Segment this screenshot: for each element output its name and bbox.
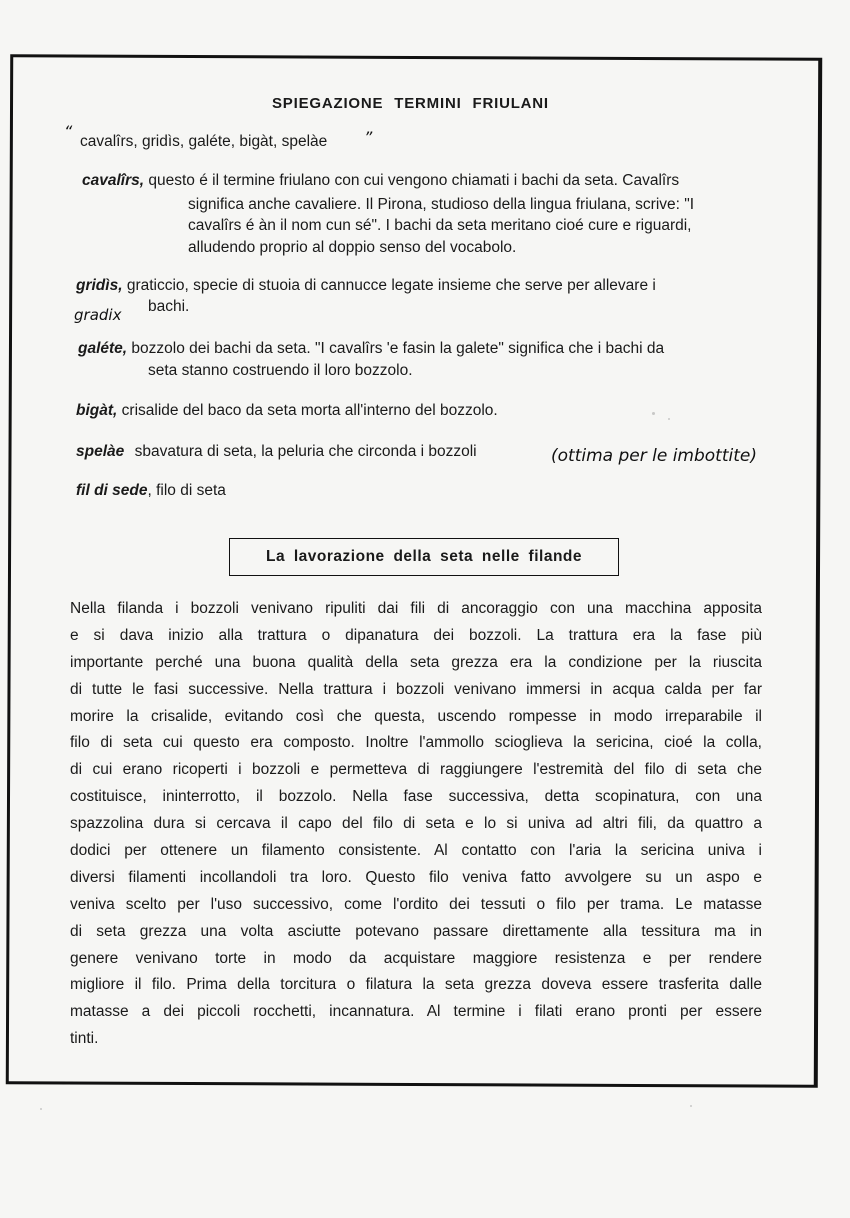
glossary-continuation: cavalîrs é àn il nom cun sé". I bachi da seta meritano cioé cure e riguardi, bbox=[188, 217, 692, 234]
body-line: costituisce, ininterrotto, il bozzolo. Nella fase successiva, detta scopinatura, con una bbox=[70, 788, 762, 806]
body-line: di tutte le fasi successive. Nella trattura i bozzoli venivano immersi in acqua calda per far bbox=[70, 680, 762, 698]
glossary-term: spelàe bbox=[76, 443, 125, 460]
glossary-continuation: seta stanno costruendo il loro bozzolo. bbox=[148, 362, 413, 379]
scan-speck bbox=[40, 1108, 42, 1110]
terms-list: cavalîrs, gridìs, galéte, bigàt, spelàe bbox=[80, 133, 328, 150]
glossary-entry-galete bbox=[78, 340, 664, 358]
body-line: migliore il filo. Prima della torcitura o filatura la seta grezza doveva essere trasferita dalle bbox=[70, 976, 762, 994]
glossary-term: fil di sede bbox=[76, 482, 148, 499]
body-line: filo di seta cui questo era composto. Inoltre l'ammollo scioglieva la sericina, cioé la colla, bbox=[70, 734, 762, 752]
scan-speck bbox=[690, 1105, 692, 1107]
glossary-definition: bozzolo dei bachi da seta. "I cavalîrs 'e fasin la galete" significa che i bachi da bbox=[131, 340, 665, 357]
glossary-definition: questo é il termine friulano con cui vengono chiamati i bachi da seta. Cavalîrs bbox=[148, 172, 680, 189]
body-line: di seta grezza una volta asciutte potevano passare direttamente alla tessitura ma in bbox=[70, 922, 762, 940]
glossary-entry-bigat bbox=[76, 402, 498, 420]
scan-speck bbox=[652, 412, 655, 415]
glossary-continuation: significa anche cavaliere. Il Pirona, studioso della lingua friulana, scrive: "I bbox=[188, 196, 695, 213]
handwritten-note: (ottima per le imbottite) bbox=[551, 446, 757, 466]
glossary-term: cavalîrs, bbox=[82, 172, 145, 189]
glossary-entry-cavalirs bbox=[82, 172, 679, 190]
body-line: Nella filanda i bozzoli venivano ripuliti dai fili di ancoraggio con una macchina apposita bbox=[70, 600, 762, 617]
glossary-continuation: alludendo proprio al doppio senso del vocabolo. bbox=[188, 239, 517, 256]
scan-speck bbox=[668, 418, 670, 420]
glossary-definition: crisalide del baco da seta morta all'interno del bozzolo. bbox=[121, 402, 498, 419]
glossary-term: galéte, bbox=[78, 340, 128, 357]
glossary-entry-spelae bbox=[76, 443, 477, 461]
section-heading: La lavorazione della seta nelle filande bbox=[229, 538, 619, 576]
handwritten-open-quote: “ bbox=[64, 122, 73, 141]
glossary-term: gridìs, bbox=[76, 277, 123, 294]
glossary-definition: , filo di seta bbox=[147, 482, 226, 499]
body-line: dodici per ottenere un filamento consistente. Al contatto con l'aria la sericina univa i bbox=[70, 842, 762, 860]
glossary-continuation: bachi. bbox=[148, 298, 190, 315]
glossary-term: bigàt, bbox=[76, 402, 118, 419]
glossary-definition: sbavatura di seta, la peluria che circonda i bozzoli bbox=[134, 443, 477, 460]
body-line: matasse a dei piccoli rocchetti, incannatura. Al termine i filati erano pronti per essere bbox=[70, 1003, 762, 1021]
glossary-entry-fil-di-sede bbox=[76, 482, 226, 500]
body-line: tinti. bbox=[70, 1030, 99, 1048]
body-paragraph bbox=[70, 596, 762, 1053]
glossary-entry-gridis bbox=[76, 277, 656, 295]
page-title: SPIEGAZIONE TERMINI FRIULANI bbox=[272, 95, 549, 112]
body-line: morire la crisalide, evitando così che questa, uscendo rompesse in modo irreparabile il bbox=[70, 707, 762, 725]
body-line: genere venivano torte in modo da acquistare maggiore resistenza e per rendere bbox=[70, 949, 762, 967]
body-line: di cui erano ricoperti i bozzoli e permetteva di raggiungere l'estremità del filo di seta che bbox=[70, 761, 762, 779]
body-line: e si dava inizio alla trattura o dipanatura dei bozzoli. La trattura era la fase più bbox=[70, 626, 762, 644]
body-line: importante perché una buona qualità della seta grezza era la condizione per la riuscita bbox=[70, 653, 762, 671]
body-line: spazzolina dura si cercava il capo del filo di seta e lo si univa ad altri fili, da quattro a bbox=[70, 815, 762, 833]
body-line: diversi filamenti incollandoli tra loro. Questo filo veniva fatto avvolgere su un aspo e bbox=[70, 868, 762, 886]
handwritten-close-quote: ” bbox=[364, 128, 373, 147]
glossary-definition: graticcio, specie di stuoia di cannucce legate insieme che serve per allevare i bbox=[126, 277, 656, 294]
handwritten-gradix: gradix bbox=[74, 306, 122, 324]
body-line: veniva scelto per l'uso successivo, come l'ordito dei tessuti o filo per trama. Le matasse bbox=[70, 895, 762, 913]
